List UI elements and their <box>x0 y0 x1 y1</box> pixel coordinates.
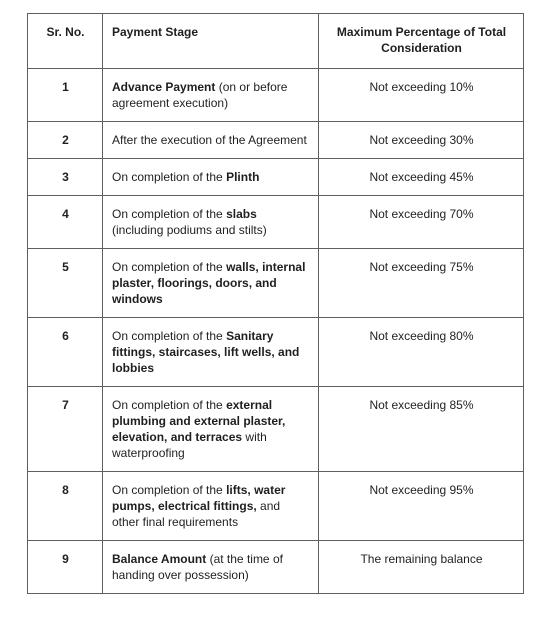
cell-payment-stage <box>103 249 319 318</box>
table-row <box>28 541 524 594</box>
cell-payment-stage <box>103 318 319 387</box>
cell-max-percentage: Not exceeding 80% <box>319 318 524 387</box>
stage-text: On completion of the <box>112 329 227 343</box>
stage-text: (on or before agreement execution) <box>112 80 288 110</box>
cell-max-percentage: Not exceeding 75% <box>319 249 524 318</box>
cell-sr-no: 8 <box>28 472 103 541</box>
cell-max-percentage: Not exceeding 70% <box>319 196 524 249</box>
cell-payment-stage <box>103 196 319 249</box>
stage-text: On completion of the <box>112 398 227 412</box>
table-row <box>28 249 524 318</box>
table-row <box>28 318 524 387</box>
cell-sr-no: 3 <box>28 159 103 196</box>
stage-text: On completion of the <box>112 170 227 184</box>
cell-max-percentage: The remaining balance <box>319 541 524 594</box>
stage-text: with waterproofing <box>112 430 267 460</box>
cell-max-percentage: Not exceeding 45% <box>319 159 524 196</box>
stage-text-bold: external plumbing and external plaster, elevation, and terraces <box>112 398 286 444</box>
cell-payment-stage <box>103 541 319 594</box>
cell-payment-stage <box>103 387 319 472</box>
cell-max-percentage: Not exceeding 95% <box>319 472 524 541</box>
table-row <box>28 387 524 472</box>
stage-text: On completion of the <box>112 260 227 274</box>
header-max-percentage: Maximum Percentage of Total Consideration <box>319 14 524 69</box>
table-row <box>28 472 524 541</box>
cell-payment-stage <box>103 472 319 541</box>
stage-text-bold: Sanitary fittings, staircases, lift wells, and lobbies <box>112 329 300 375</box>
table-row <box>28 159 524 196</box>
stage-text: On completion of the <box>112 483 227 497</box>
cell-max-percentage: Not exceeding 10% <box>319 69 524 122</box>
payment-schedule-table-wrap <box>27 13 523 594</box>
cell-sr-no: 4 <box>28 196 103 249</box>
cell-sr-no: 9 <box>28 541 103 594</box>
cell-payment-stage <box>103 159 319 196</box>
table-row <box>28 69 524 122</box>
stage-text-bold: walls, internal plaster, floorings, doors, and windows <box>112 260 306 306</box>
table-body <box>28 69 524 594</box>
cell-sr-no: 2 <box>28 122 103 159</box>
cell-sr-no: 5 <box>28 249 103 318</box>
header-row <box>28 14 524 69</box>
cell-sr-no: 7 <box>28 387 103 472</box>
stage-text-bold: Advance Payment <box>112 80 216 94</box>
cell-payment-stage <box>103 122 319 159</box>
cell-sr-no: 6 <box>28 318 103 387</box>
cell-max-percentage: Not exceeding 85% <box>319 387 524 472</box>
header-sr-no: Sr. No. <box>28 14 103 69</box>
cell-max-percentage: Not exceeding 30% <box>319 122 524 159</box>
stage-text-bold: slabs <box>226 207 257 221</box>
stage-text-bold: Balance Amount <box>112 552 207 566</box>
stage-text: After the execution of the Agreement <box>112 133 307 147</box>
payment-schedule-table <box>27 13 524 594</box>
cell-payment-stage <box>103 69 319 122</box>
table-row <box>28 122 524 159</box>
stage-text: and other final requirements <box>112 499 281 529</box>
cell-sr-no: 1 <box>28 69 103 122</box>
table-row <box>28 196 524 249</box>
stage-text-bold: Plinth <box>226 170 260 184</box>
stage-text: On completion of the <box>112 207 227 221</box>
header-payment-stage: Payment Stage <box>103 14 319 69</box>
stage-text: (at the time of handing over possession) <box>112 552 283 582</box>
stage-text-bold: lifts, water pumps, electrical fittings, <box>112 483 286 513</box>
stage-text: (including podiums and stilts) <box>112 223 267 237</box>
